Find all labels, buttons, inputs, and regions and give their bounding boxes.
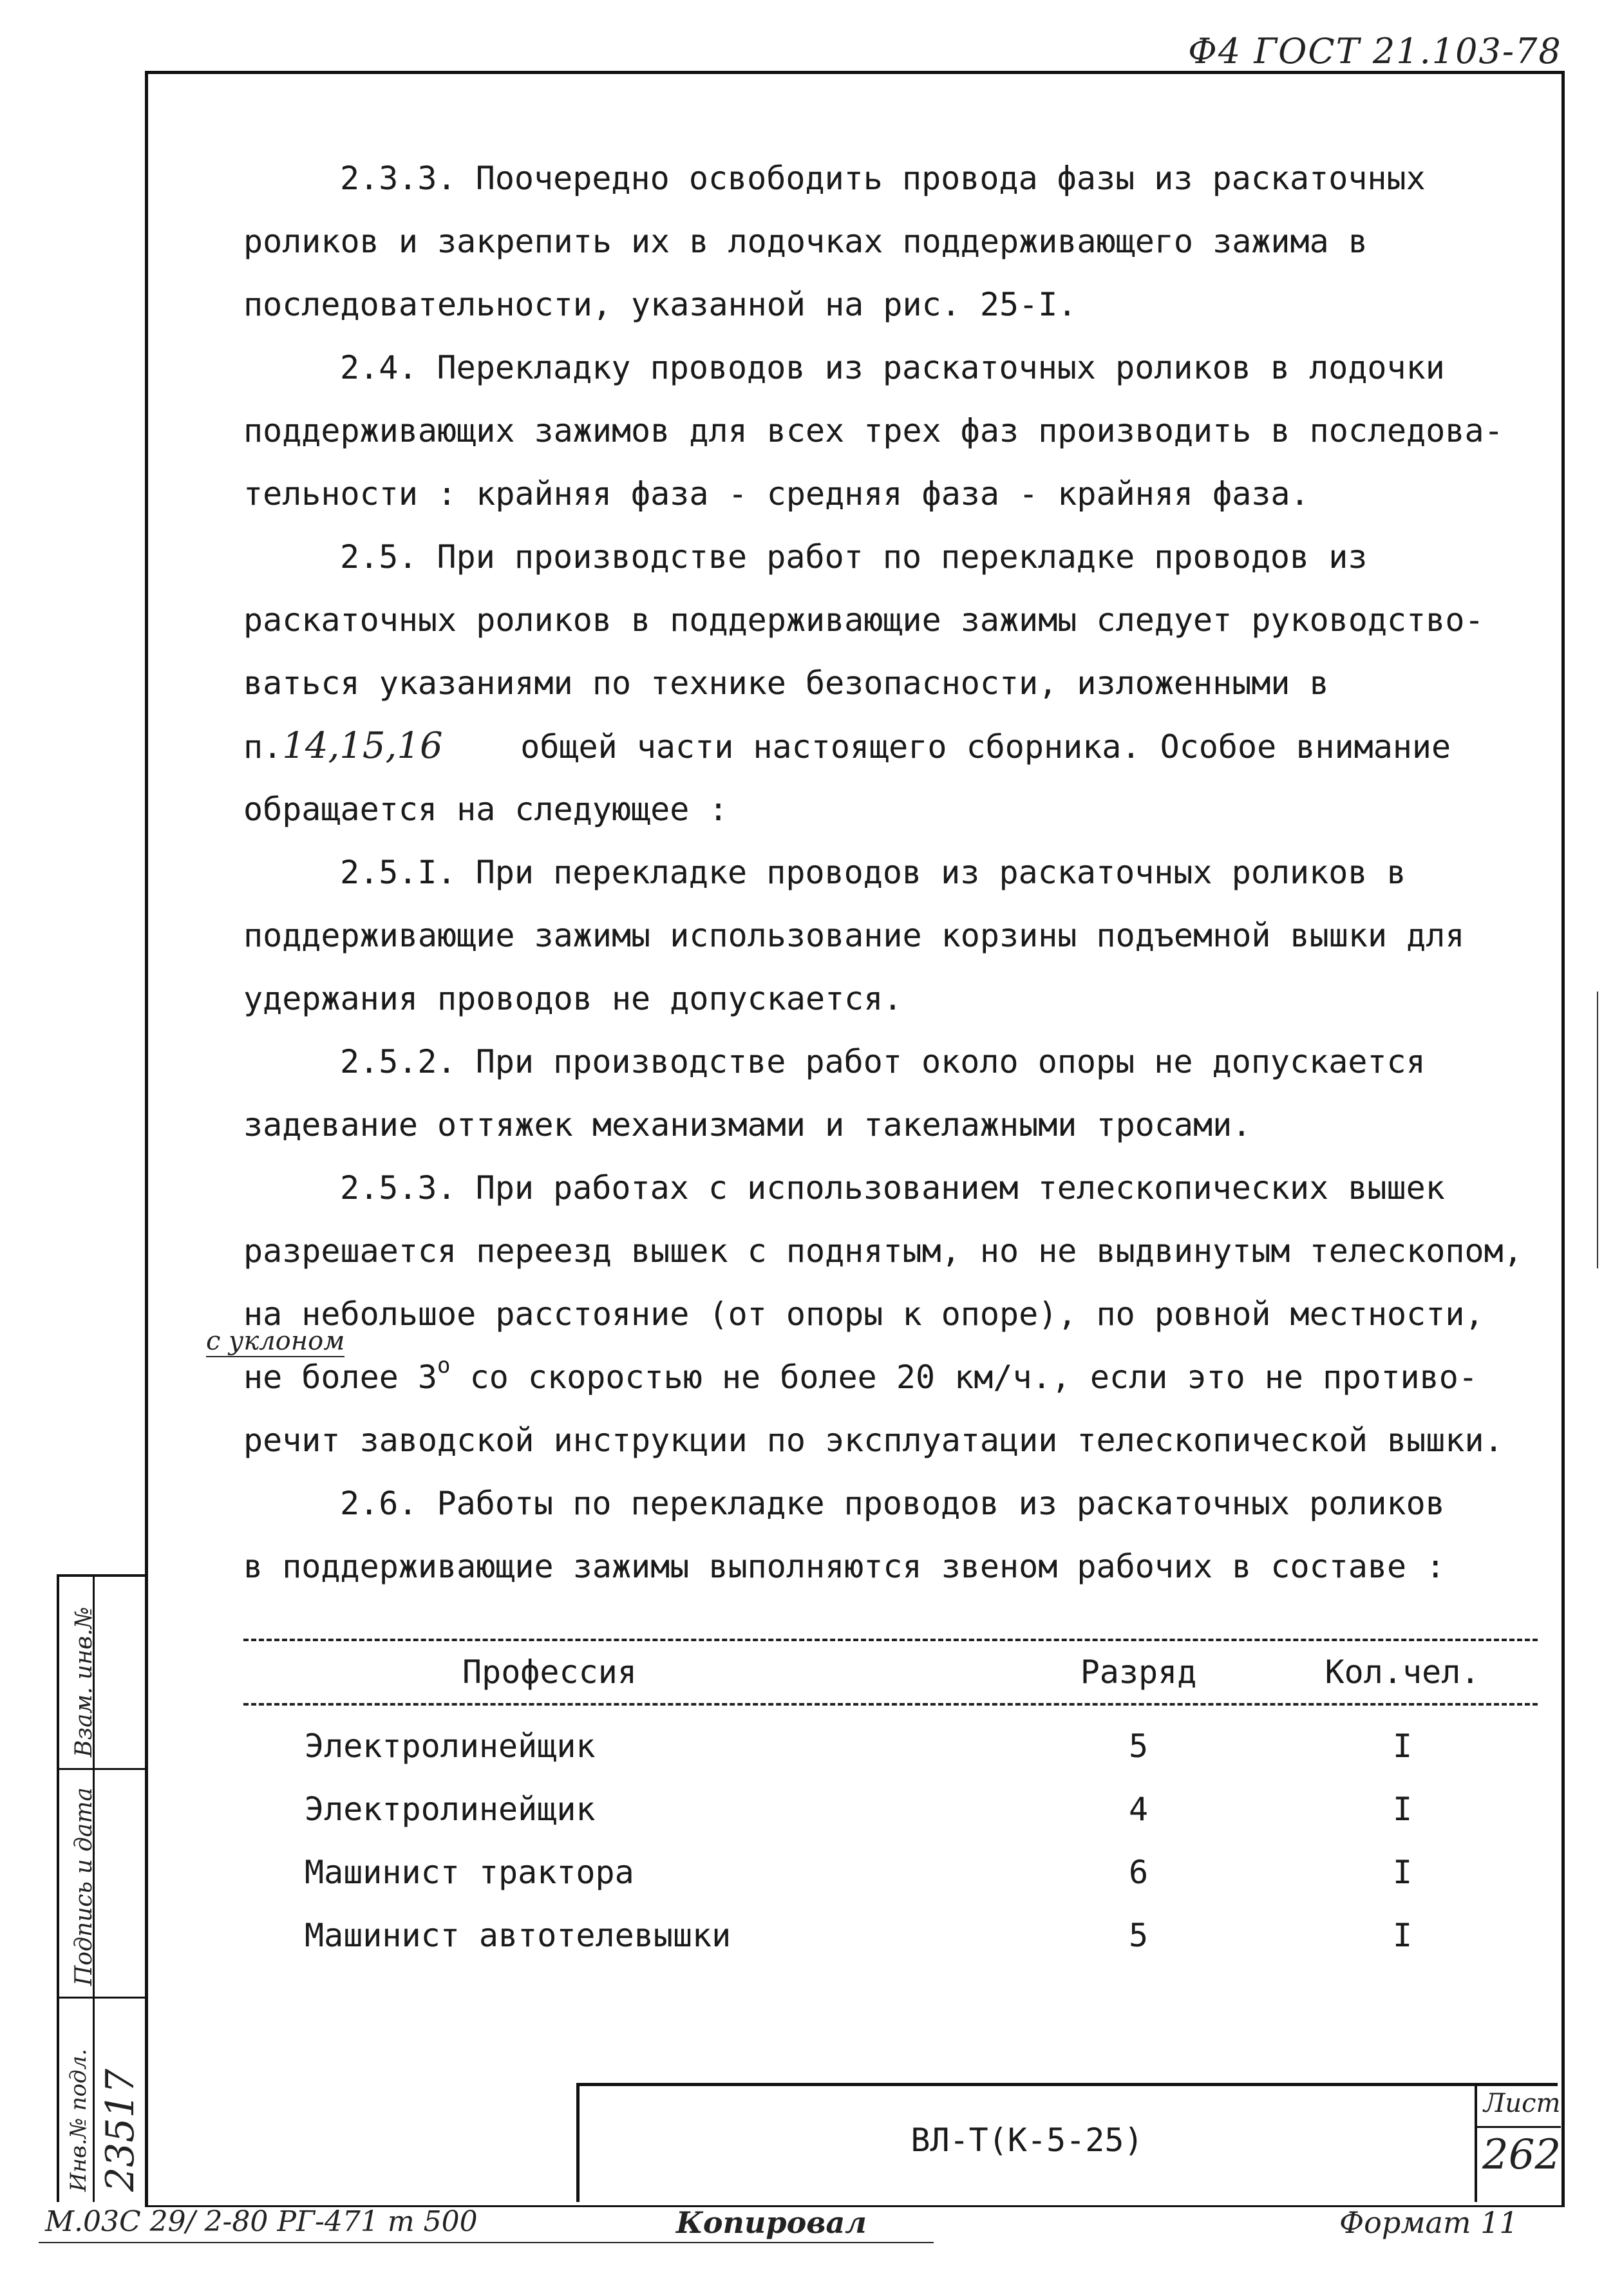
text-segment: общей части настоящего сборника. Особое внимание bbox=[520, 728, 1451, 766]
text-line: поддерживающие зажимы использование корзины подъемной вышки для bbox=[243, 917, 1465, 954]
title-block-code: ВЛ-Т(К-5-25) bbox=[910, 2122, 1144, 2159]
side-stamp-strip bbox=[57, 1574, 145, 2202]
sheet-divider bbox=[1477, 2126, 1561, 2128]
inv-number: 23517 bbox=[98, 2069, 143, 2192]
handwritten-slope-note: с уклоном bbox=[206, 1326, 345, 1356]
cell-profession: Машинист автотелевышки bbox=[305, 1917, 731, 1954]
text-line: 2.5.3. При работах с использованием телескопических вышек bbox=[340, 1169, 1445, 1207]
sheet-number: 262 bbox=[1482, 2131, 1561, 2179]
cell-grade: 6 bbox=[1128, 1854, 1149, 1891]
degree-superscript: o bbox=[437, 1353, 451, 1379]
signature-label: Подпись и дата bbox=[71, 1787, 97, 1986]
cell-grade: 4 bbox=[1128, 1791, 1149, 1828]
text-line: обращается на следующее : bbox=[243, 791, 728, 828]
cell-profession: Электролинейщик bbox=[305, 1727, 596, 1765]
cell-grade: 5 bbox=[1128, 1917, 1149, 1954]
table-row bbox=[243, 1715, 1538, 1778]
text-segment: не более 3 bbox=[243, 1359, 438, 1396]
footer-rule bbox=[39, 2242, 934, 2243]
text-line: 2.5.2. При производстве работ около опоры не допускается bbox=[340, 1043, 1426, 1080]
cell-grade: 5 bbox=[1128, 1727, 1149, 1765]
text-line: 2.3.3. Поочередно освободить провода фазы из раскаточных bbox=[340, 160, 1426, 197]
replace-inv-cell bbox=[59, 1577, 145, 1770]
text-line: 2.6. Работы по перекладке проводов из раскаточных роликов bbox=[340, 1485, 1445, 1522]
document-code: Ф4 ГОСТ 21.103-78 bbox=[1188, 31, 1562, 71]
cell-count: I bbox=[1392, 1854, 1413, 1891]
sheet-label: Лист bbox=[1484, 2089, 1561, 2118]
footer-format: Формат 11 bbox=[1339, 2205, 1518, 2240]
text-line: поддерживающих зажимов для всех трех фаз производить в последова- bbox=[243, 412, 1504, 449]
text-line: 2.5.I. При перекладке проводов из раскаточных роликов в bbox=[340, 854, 1406, 891]
inv-number-cell bbox=[59, 1999, 145, 2202]
cell-profession: Электролинейщик bbox=[305, 1791, 596, 1828]
margin-mark bbox=[1597, 992, 1598, 1268]
inv-label: Инв.№ подл. bbox=[66, 2049, 91, 2192]
text-line: задевание оттяжек механизмами и такелажными тросами. bbox=[243, 1106, 1252, 1143]
title-block bbox=[576, 2083, 1561, 2202]
table-header bbox=[243, 1641, 1538, 1703]
replace-inv-label: Взам. инв.№ bbox=[71, 1606, 97, 1757]
text-line: последовательности, указанной на рис. 25-I. bbox=[243, 286, 1077, 323]
header-profession: Профессия bbox=[462, 1653, 637, 1691]
paragraph-prefix: п. bbox=[243, 728, 283, 766]
sheet-cell bbox=[1475, 2086, 1561, 2202]
crew-table bbox=[243, 1639, 1538, 1967]
footer-copied: Копировал bbox=[676, 2205, 867, 2240]
strip-divider bbox=[93, 1577, 95, 2202]
cell-profession: Машинист трактора bbox=[305, 1854, 634, 1891]
text-line: удержания проводов не допускается. bbox=[243, 980, 903, 1017]
footer-archive-code: М.03С 29/ 2-80 РГ-471 т 500 bbox=[45, 2205, 478, 2238]
table-row bbox=[243, 1778, 1538, 1841]
handwritten-reference: 14,15,16 bbox=[282, 725, 443, 767]
text-line: 2.4. Перекладку проводов из раскаточных роликов в лодочки bbox=[340, 349, 1445, 386]
body-text bbox=[243, 147, 1557, 1598]
text-line: ваться указаниями по технике безопасности, изложенными в bbox=[243, 664, 1329, 702]
text-segment: со скоростью не более 20 км/ч., если это не противо- bbox=[450, 1359, 1478, 1396]
signature-cell bbox=[59, 1770, 145, 1999]
table-row bbox=[243, 1841, 1538, 1904]
header-count: Кол.чел. bbox=[1325, 1653, 1480, 1691]
text-line: речит заводской инструкции по эксплуатации телескопической вышки. bbox=[243, 1422, 1504, 1459]
header-grade: Разряд bbox=[1080, 1653, 1197, 1691]
table-row bbox=[243, 1904, 1538, 1967]
cell-count: I bbox=[1392, 1917, 1413, 1954]
text-line: 2.5. При производстве работ по перекладке проводов из bbox=[340, 538, 1368, 576]
text-line: тельности : крайняя фаза - средняя фаза - крайняя фаза. bbox=[243, 475, 1310, 513]
text-line-with-degree bbox=[243, 1346, 1557, 1409]
text-line: раскаточных роликов в поддерживающие зажимы следует руководство- bbox=[243, 601, 1484, 639]
text-line: в поддерживающие зажимы выполняются звеном рабочих в составе : bbox=[243, 1548, 1446, 1585]
text-line-with-reference bbox=[243, 715, 1557, 778]
cell-count: I bbox=[1392, 1791, 1413, 1828]
cell-count: I bbox=[1392, 1727, 1413, 1765]
text-line: разрешается переезд вышек с поднятым, но не выдвинутым телескопом, bbox=[243, 1232, 1523, 1270]
text-line: на небольшое расстояние (от опоры к опоре), по ровной местности, bbox=[243, 1295, 1484, 1333]
text-line: роликов и закрепить их в лодочках поддерживающего зажима в bbox=[243, 223, 1368, 260]
